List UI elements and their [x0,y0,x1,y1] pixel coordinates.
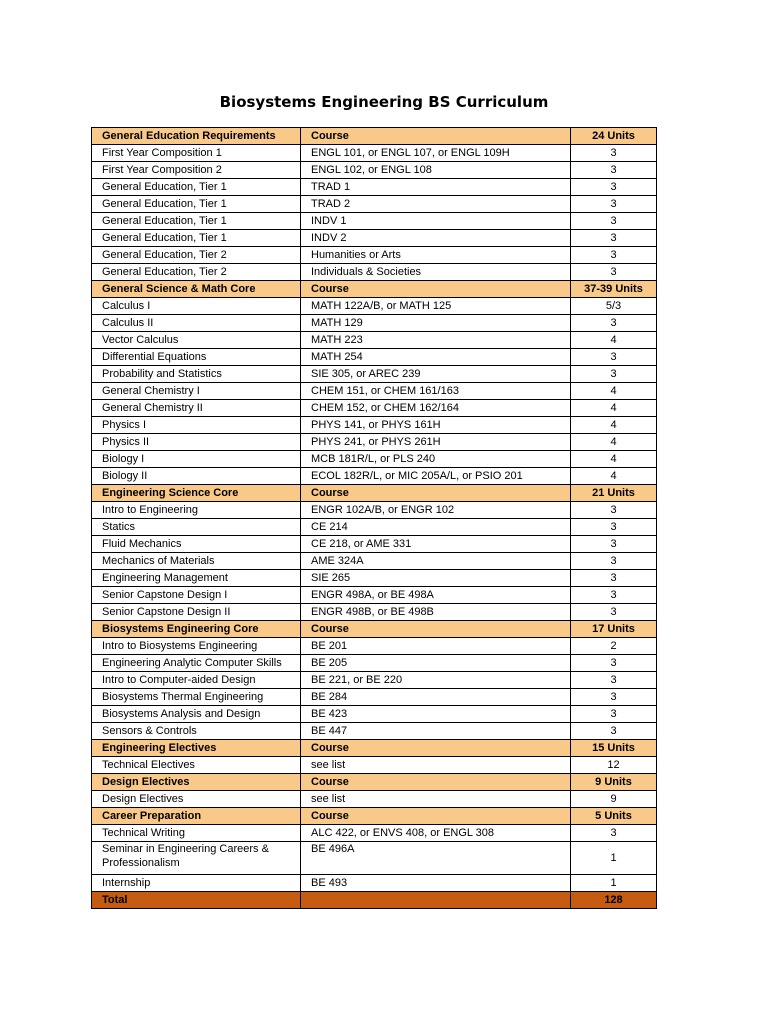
total-row [92,892,657,909]
units-cell: 3 [571,264,657,281]
requirement-cell: General Education, Tier 1 [92,179,301,196]
table-row [92,434,657,451]
units-cell: 4 [571,417,657,434]
table-row [92,757,657,774]
requirement-cell: Senior Capstone Design II [92,604,301,621]
course-cell: INDV 1 [301,213,571,230]
units-cell: 3 [571,689,657,706]
table-row [92,468,657,485]
course-cell: PHYS 241, or PHYS 261H [301,434,571,451]
requirement-cell: Design Electives [92,774,301,791]
units-cell: 3 [571,502,657,519]
units-cell: 3 [571,723,657,740]
requirement-cell: Design Electives [92,791,301,808]
table-row [92,451,657,468]
units-cell: 3 [571,553,657,570]
section-header-row [92,621,657,638]
requirement-cell: Intro to Engineering [92,502,301,519]
units-cell: 9 Units [571,774,657,791]
table-row [92,247,657,264]
units-cell: 4 [571,332,657,349]
requirement-cell: Calculus I [92,298,301,315]
requirement-cell: Engineering Management [92,570,301,587]
units-cell: 3 [571,672,657,689]
course-cell: CHEM 151, or CHEM 161/163 [301,383,571,400]
requirement-cell: Engineering Electives [92,740,301,757]
table-row [92,383,657,400]
course-cell: TRAD 2 [301,196,571,213]
course-cell: see list [301,757,571,774]
table-row [92,400,657,417]
units-cell: 3 [571,825,657,842]
course-cell: PHYS 141, or PHYS 161H [301,417,571,434]
requirement-cell: Technical Electives [92,757,301,774]
table-row [92,417,657,434]
table-row [92,587,657,604]
table-row [92,689,657,706]
section-header-row [92,774,657,791]
units-cell: 3 [571,349,657,366]
requirement-cell: General Education, Tier 1 [92,230,301,247]
course-cell: BE 284 [301,689,571,706]
section-header-row [92,485,657,502]
course-cell: AME 324A [301,553,571,570]
units-cell: 9 [571,791,657,808]
table-row [92,842,657,875]
requirement-cell: Probability and Statistics [92,366,301,383]
table-row [92,264,657,281]
units-cell: 2 [571,638,657,655]
requirement-cell: Vector Calculus [92,332,301,349]
requirement-cell: Sensors & Controls [92,723,301,740]
table-row [92,145,657,162]
section-header-row [92,808,657,825]
units-cell: 4 [571,468,657,485]
course-cell: ENGR 102A/B, or ENGR 102 [301,502,571,519]
units-cell: 21 Units [571,485,657,502]
course-cell: Course [301,281,571,298]
requirement-cell: Engineering Science Core [92,485,301,502]
table-row [92,553,657,570]
course-cell [301,892,571,909]
course-cell: TRAD 1 [301,179,571,196]
requirement-cell: Calculus II [92,315,301,332]
units-cell: 3 [571,196,657,213]
course-cell: MATH 254 [301,349,571,366]
units-cell: 5 Units [571,808,657,825]
units-cell: 3 [571,247,657,264]
requirement-cell: Engineering Analytic Computer Skills [92,655,301,672]
units-cell: 3 [571,655,657,672]
course-cell: CHEM 152, or CHEM 162/164 [301,400,571,417]
units-cell: 3 [571,315,657,332]
units-cell: 3 [571,587,657,604]
requirement-cell: Career Preparation [92,808,301,825]
table-row [92,502,657,519]
requirement-cell: Internship [92,875,301,892]
requirement-cell: Total [92,892,301,909]
units-cell: 3 [571,570,657,587]
units-cell: 37-39 Units [571,281,657,298]
table-row [92,655,657,672]
course-cell: CE 218, or AME 331 [301,536,571,553]
requirement-cell: General Education, Tier 2 [92,247,301,264]
table-row [92,536,657,553]
requirement-cell: Seminar in Engineering Careers & Professionalism [92,842,301,875]
requirement-cell: General Education, Tier 1 [92,213,301,230]
requirement-cell: Physics II [92,434,301,451]
course-cell: see list [301,791,571,808]
requirement-cell: Biology I [92,451,301,468]
course-cell: SIE 305, or AREC 239 [301,366,571,383]
units-cell: 3 [571,519,657,536]
course-cell: BE 496A [301,842,571,875]
section-header-row [92,740,657,757]
requirement-cell: Technical Writing [92,825,301,842]
section-header-row [92,128,657,145]
course-cell: MATH 223 [301,332,571,349]
requirement-cell: General Education Requirements [92,128,301,145]
page-title: Biosystems Engineering BS Curriculum [219,93,549,111]
table-row [92,604,657,621]
requirement-cell: Biology II [92,468,301,485]
table-row [92,179,657,196]
units-cell: 17 Units [571,621,657,638]
units-cell: 3 [571,706,657,723]
units-cell: 1 [571,842,657,875]
units-cell: 12 [571,757,657,774]
course-cell: Course [301,128,571,145]
course-cell: Course [301,621,571,638]
course-cell: MCB 181R/L, or PLS 240 [301,451,571,468]
course-cell: BE 205 [301,655,571,672]
table-row [92,315,657,332]
requirement-cell: Physics I [92,417,301,434]
course-cell: BE 493 [301,875,571,892]
units-cell: 4 [571,451,657,468]
units-cell: 3 [571,145,657,162]
table-row [92,791,657,808]
course-cell: BE 447 [301,723,571,740]
units-cell: 4 [571,434,657,451]
units-cell: 1 [571,875,657,892]
table-row [92,332,657,349]
table-row [92,723,657,740]
table-row [92,366,657,383]
section-header-row [92,281,657,298]
course-cell: Course [301,485,571,502]
requirement-cell: General Chemistry I [92,383,301,400]
requirement-cell: Biosystems Engineering Core [92,621,301,638]
requirement-cell: Intro to Biosystems Engineering [92,638,301,655]
table-row [92,349,657,366]
table-row [92,230,657,247]
table-row [92,519,657,536]
units-cell: 3 [571,179,657,196]
table-row [92,672,657,689]
units-cell: 15 Units [571,740,657,757]
requirement-cell: Biosystems Thermal Engineering [92,689,301,706]
course-cell: ECOL 182R/L, or MIC 205A/L, or PSIO 201 [301,468,571,485]
table-row [92,162,657,179]
course-cell: ENGL 101, or ENGL 107, or ENGL 109H [301,145,571,162]
table-row [92,213,657,230]
course-cell: Individuals & Societies [301,264,571,281]
course-cell: Course [301,740,571,757]
requirement-cell: General Education, Tier 2 [92,264,301,281]
requirement-cell: Statics [92,519,301,536]
table-row [92,875,657,892]
requirement-cell: General Education, Tier 1 [92,196,301,213]
units-cell: 4 [571,400,657,417]
requirement-cell: Fluid Mechanics [92,536,301,553]
table-row [92,706,657,723]
table-row [92,825,657,842]
course-cell: BE 201 [301,638,571,655]
units-cell: 24 Units [571,128,657,145]
course-cell: Humanities or Arts [301,247,571,264]
requirement-cell: First Year Composition 1 [92,145,301,162]
table-row [92,570,657,587]
units-cell: 3 [571,604,657,621]
units-cell: 3 [571,536,657,553]
requirement-cell: Senior Capstone Design I [92,587,301,604]
units-cell: 5/3 [571,298,657,315]
units-cell: 3 [571,366,657,383]
units-cell: 3 [571,213,657,230]
course-cell: Course [301,774,571,791]
units-cell: 3 [571,230,657,247]
course-cell: BE 423 [301,706,571,723]
requirement-cell: General Science & Math Core [92,281,301,298]
course-cell: Course [301,808,571,825]
requirement-cell: Intro to Computer-aided Design [92,672,301,689]
table-row [92,298,657,315]
units-cell: 4 [571,383,657,400]
requirement-cell: Mechanics of Materials [92,553,301,570]
table-row [92,638,657,655]
requirement-cell: General Chemistry II [92,400,301,417]
course-cell: CE 214 [301,519,571,536]
units-cell: 128 [571,892,657,909]
course-cell: INDV 2 [301,230,571,247]
course-cell: ENGL 102, or ENGL 108 [301,162,571,179]
course-cell: ENGR 498A, or BE 498A [301,587,571,604]
course-cell: BE 221, or BE 220 [301,672,571,689]
curriculum-table [91,127,657,909]
course-cell: SIE 265 [301,570,571,587]
course-cell: ENGR 498B, or BE 498B [301,604,571,621]
requirement-cell: First Year Composition 2 [92,162,301,179]
requirement-cell: Biosystems Analysis and Design [92,706,301,723]
course-cell: MATH 129 [301,315,571,332]
course-cell: ALC 422, or ENVS 408, or ENGL 308 [301,825,571,842]
units-cell: 3 [571,162,657,179]
requirement-cell: Differential Equations [92,349,301,366]
course-cell: MATH 122A/B, or MATH 125 [301,298,571,315]
table-row [92,196,657,213]
